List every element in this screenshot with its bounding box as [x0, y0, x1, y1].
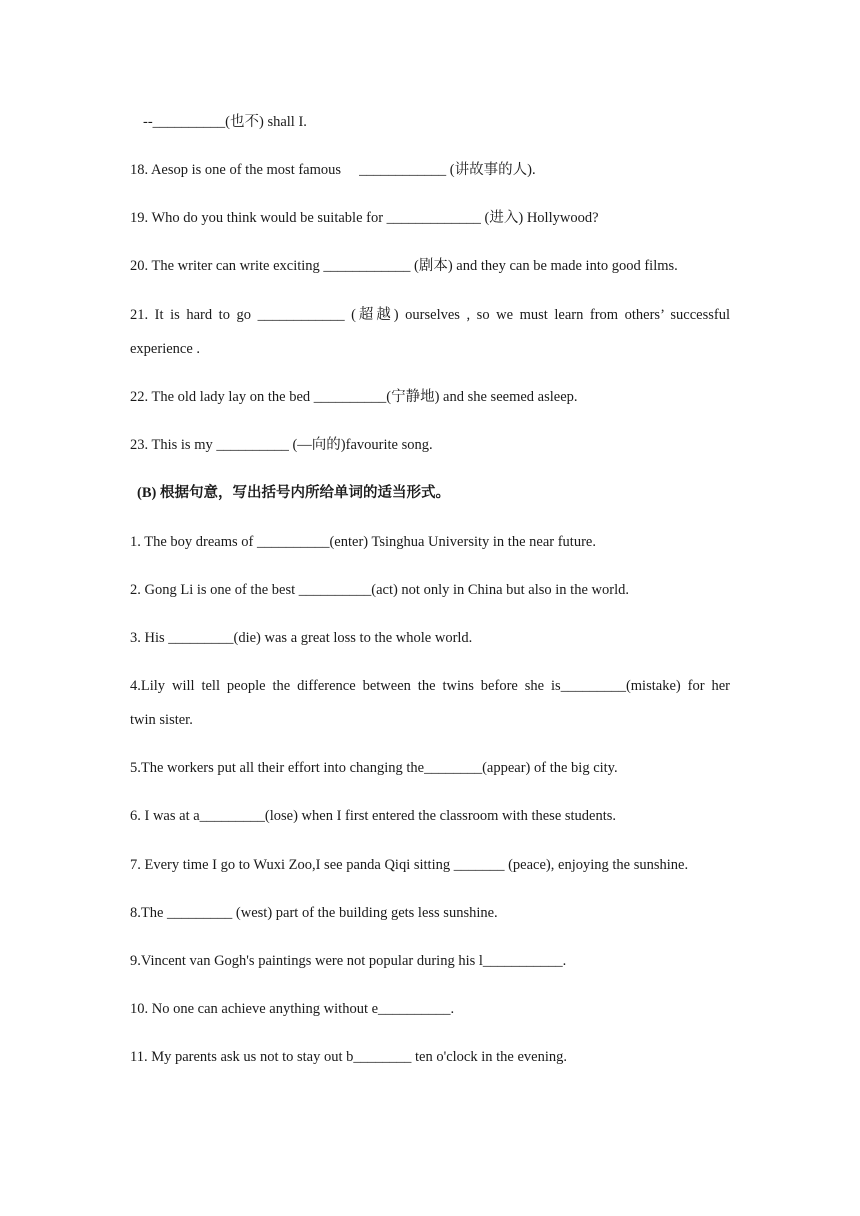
exercise-item-23: 23. This is my __________ (—向的)favourite song.: [130, 437, 433, 453]
exercise-item-21-continued: experience .: [130, 341, 201, 357]
exercise-b-item-5: 5.The workers put all their effort into changing the________(appear) of the big city.: [130, 760, 618, 776]
exercise-item-18: 18. Aesop is one of the most famous ____________ (讲故事的人).: [130, 162, 536, 178]
exercise-continuation: --__________(也不) shall I.: [143, 114, 307, 130]
exercise-item-20: 20. The writer can write exciting ____________ (剧本) and they can be made into good films.: [130, 258, 678, 274]
exercise-b-item-9: 9.Vincent van Gogh's paintings were not popular during his l___________.: [130, 953, 567, 969]
exercise-b-item-6: 6. I was at a_________(lose) when I first entered the classroom with these students.: [130, 808, 617, 824]
exercise-item-21: 21. It is hard to go ____________ (超越) ourselves , so we must learn from others’ successful: [130, 307, 730, 323]
exercise-item-22: 22. The old lady lay on the bed __________(宁静地) and she seemed asleep.: [130, 389, 578, 405]
exercise-b-item-7: 7. Every time I go to Wuxi Zoo,I see panda Qiqi sitting _______ (peace), enjoying the sunshine.: [130, 857, 689, 873]
exercise-b-item-4: 4.Lily will tell people the difference between the twins before she is_________(mistake) for her: [130, 678, 730, 694]
exercise-b-item-3: 3. His _________(die) was a great loss to the whole world.: [130, 630, 473, 646]
exercise-item-19: 19. Who do you think would be suitable for _____________ (进入) Hollywood?: [130, 210, 599, 226]
exercise-b-item-11: 11. My parents ask us not to stay out b________ ten o'clock in the evening.: [130, 1049, 568, 1065]
section-b-heading: (B) 根据句意，写出括号内所给单词的适当形式。: [137, 485, 450, 501]
exercise-b-item-2: 2. Gong Li is one of the best __________(act) not only in China but also in the world.: [130, 582, 629, 598]
exercise-b-item-10: 10. No one can achieve anything without e__________.: [130, 1001, 455, 1017]
exercise-b-item-4-continued: twin sister.: [130, 712, 193, 728]
exercise-b-item-1: 1. The boy dreams of __________(enter) Tsinghua University in the near future.: [130, 534, 596, 550]
exercise-b-item-8: 8.The _________ (west) part of the building gets less sunshine.: [130, 905, 498, 921]
